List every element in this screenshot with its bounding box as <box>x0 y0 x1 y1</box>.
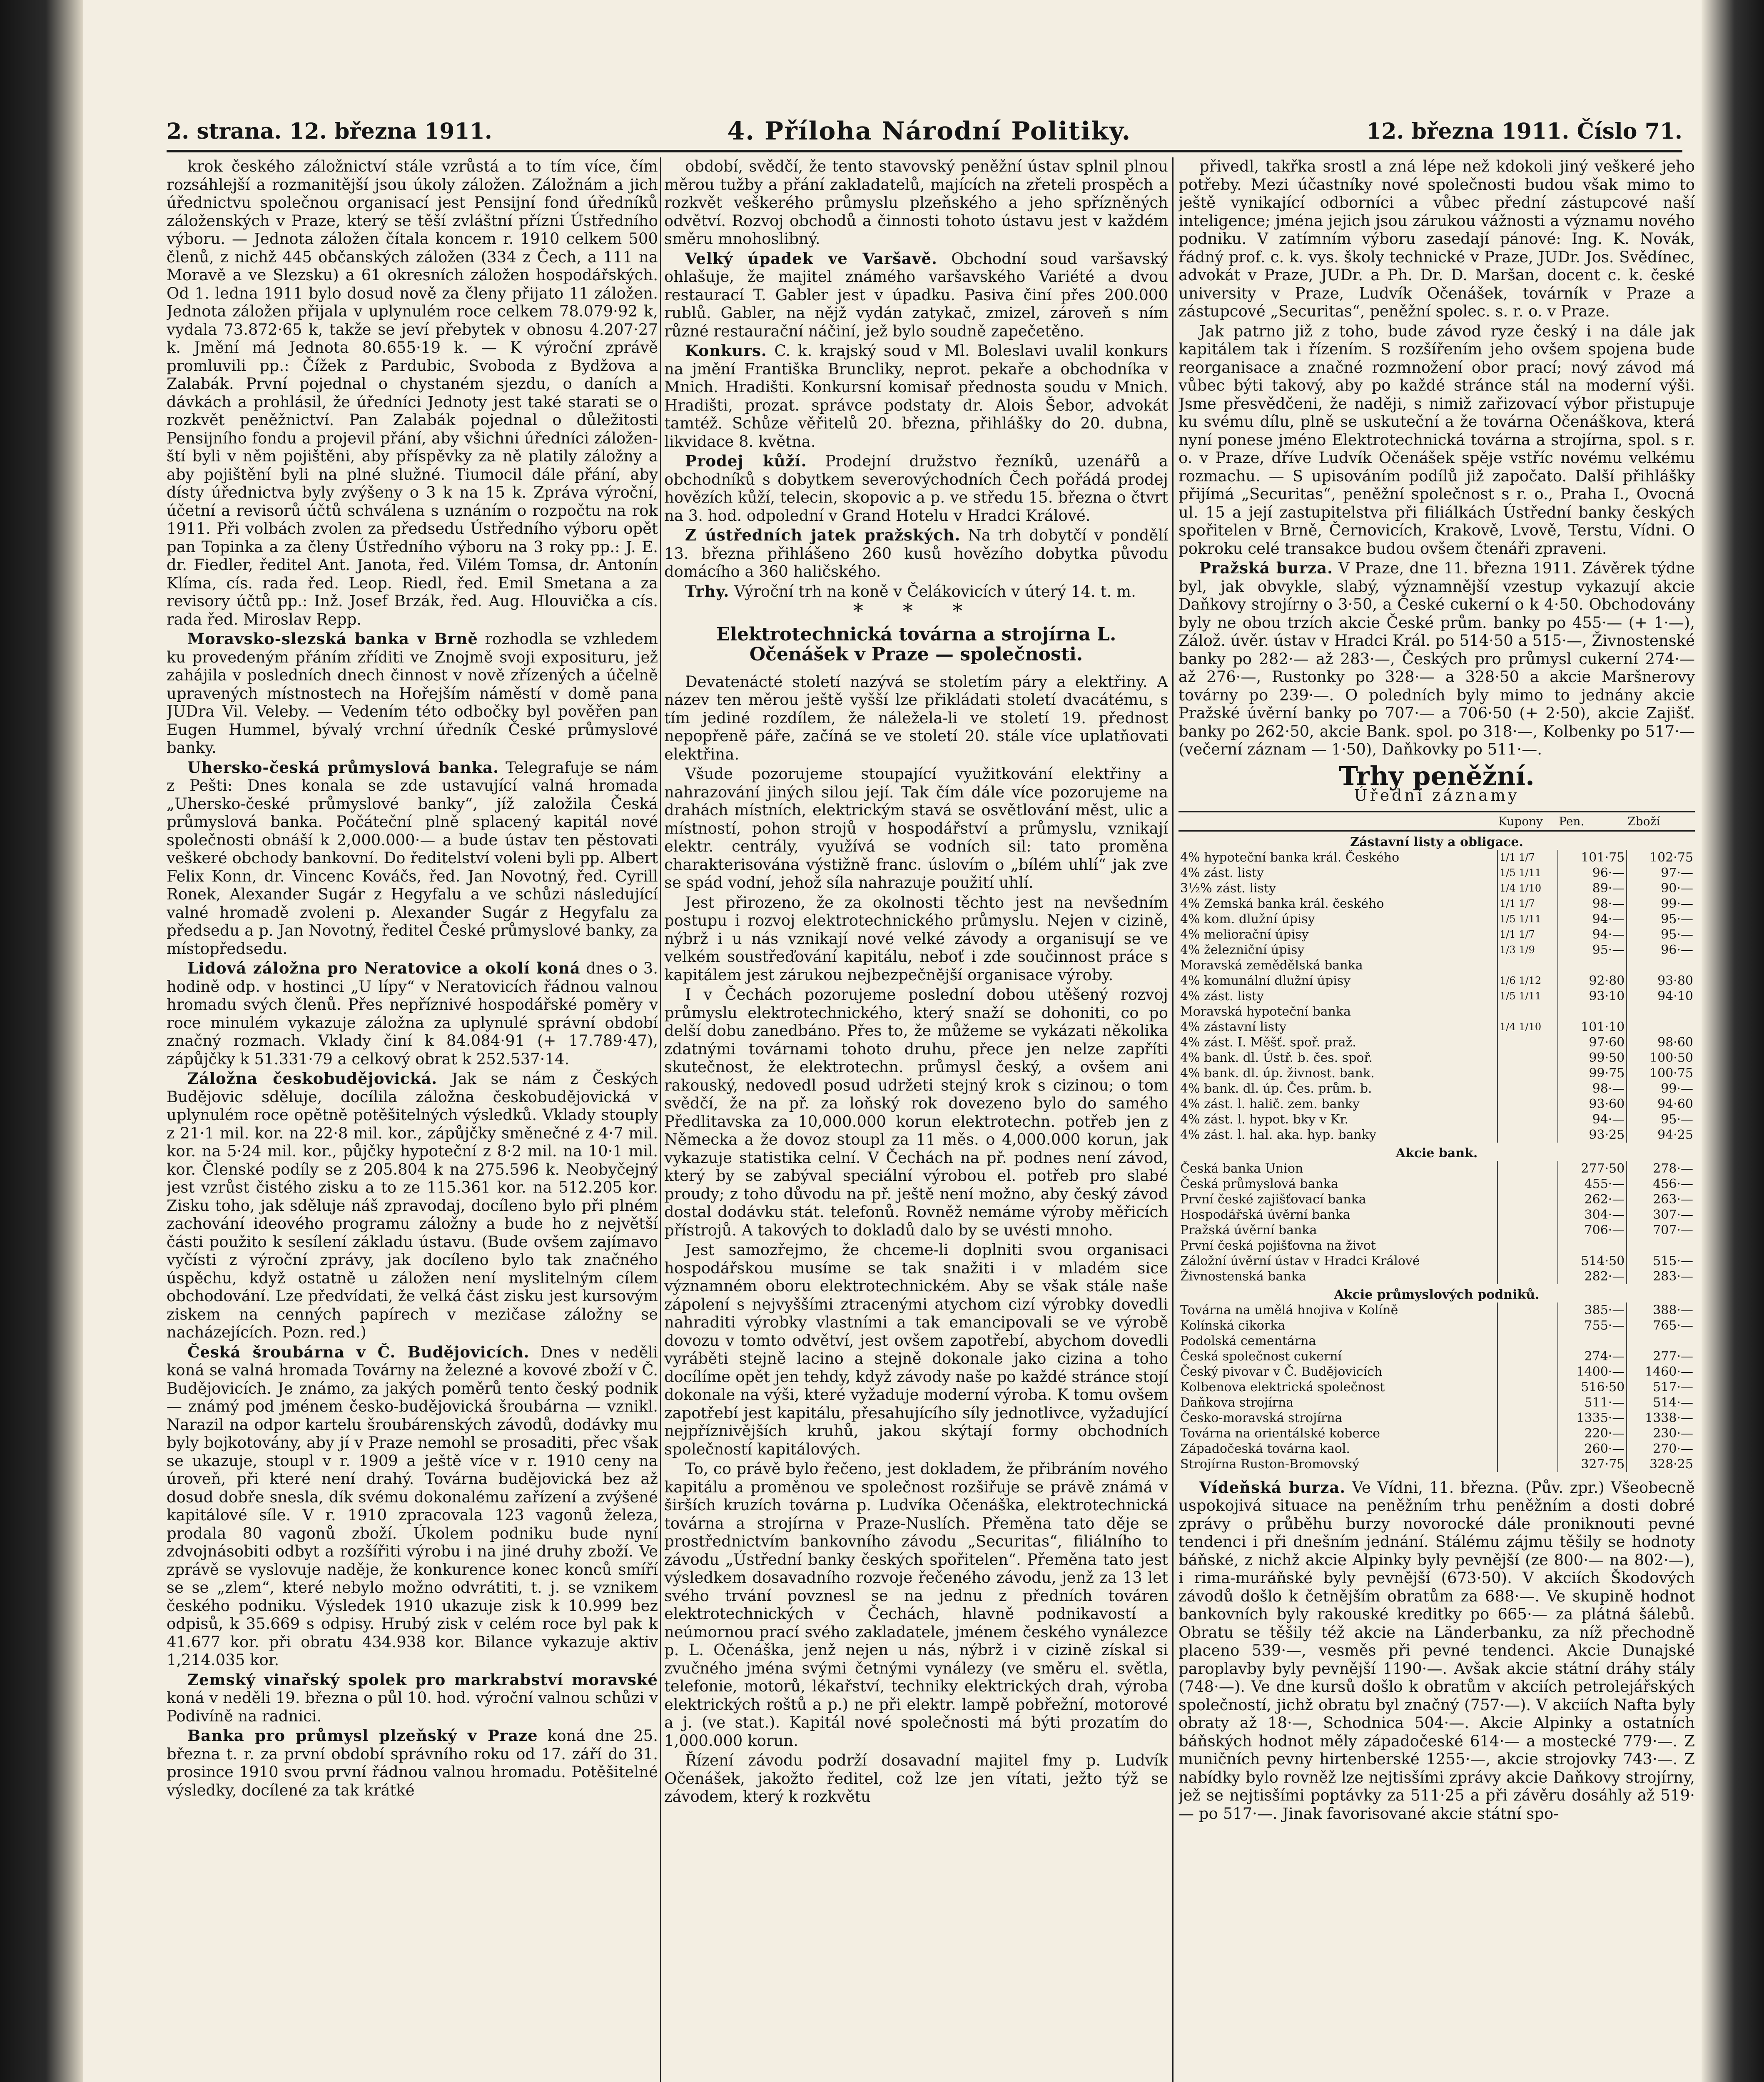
table-cell: 1/4 1/10 <box>1497 1019 1558 1035</box>
table-cell <box>1497 1441 1558 1457</box>
table-cell: 4% zást. listy <box>1180 865 1264 880</box>
table-cell: 93·80 <box>1627 973 1695 989</box>
article-paragraph <box>167 157 658 628</box>
table-row <box>1178 1426 1695 1441</box>
table-row <box>1178 989 1695 1004</box>
article-text: Jest samozřejmo, že chceme-li doplniti svou organisaci hospodářskou musíme se tak snažiti i v mladém sice významném oboru elektrotechnickém. Aby se však stále naše zápolení s nejvyššími ztracenými atychom cizí výrobky dovedli nahraditi výrobky vlastními a tak emancipovali se ve výrobě dovozu v tomto odvětví, jest ovšem zapotřebí, abychom dovedli vyráběti stejně lacino a stejně dokonale jako cizina a toho docílíme opět jen tehdy, když závody naše po každé stránce stojí dokonale na výši, které vyžaduje moderní výroba. K tomu ovšem zapotřebí jest kapitálu, přesahujícího síly jednotlivce, vyžadující nejpříznivějších kruhů, jakou skýtají formy obchodních společností kapitálových. <box>664 1241 1168 1458</box>
table-cell: Český pivovar v Č. Budějovicích <box>1180 1364 1383 1379</box>
table-cell: Podolská cementárna <box>1180 1333 1316 1348</box>
column-rule <box>660 157 661 2082</box>
table-row <box>1178 1127 1695 1143</box>
article-headline: Trhy. <box>685 582 730 600</box>
article-headline: Zemský vinařský spolek pro markrabství moravské <box>187 1670 658 1689</box>
table-cell: První české zajišťovací banka <box>1180 1192 1366 1207</box>
table-group-title: Zástavní listy a obligace. <box>1350 834 1523 849</box>
table-cell: Strojírna Ruston-Bromovský <box>1180 1457 1360 1472</box>
table-group-title: Akcie bank. <box>1395 1146 1478 1161</box>
table-cell: 93·60 <box>1558 1096 1627 1112</box>
table-cell: 93·25 <box>1558 1127 1627 1143</box>
table-cell: 4% zást. l. halič. zem. banky <box>1180 1096 1360 1111</box>
table-cell: 455·— <box>1558 1176 1627 1192</box>
table-cell: 755·— <box>1558 1318 1627 1333</box>
table-cell <box>1497 1050 1558 1066</box>
table-cell <box>1497 1223 1558 1238</box>
table-cell: 4% Zemská banka král. českého <box>1180 896 1384 911</box>
table-cell: Pražská úvěrní banka <box>1180 1223 1317 1238</box>
table-cell <box>1627 1019 1695 1035</box>
article-paragraph <box>1178 559 1695 759</box>
article-headline: Záložna českobudějovická. <box>187 1069 438 1088</box>
article-paragraph <box>664 894 1168 984</box>
article-paragraph <box>664 673 1168 764</box>
table-cell <box>1497 1035 1558 1050</box>
article-text: Všude pozorujeme stoupající využitkování elektřiny a nahrazování jiných silou její. Tak čím dále více pozorujeme na drahách místních, elektrickým stavá se osvětlování měst, ulic a místností, pohon strojů v hospodářství a průmyslu, vznikají elektr. centrály, využívá se vodních sil: tato proměna charakterisována výstižně franc. úslovím o „bílém uhlí“ jak zve se spád vodní, jehož síla nahrazuje použití uhlí. <box>664 765 1168 892</box>
table-row <box>1178 850 1695 865</box>
table-row <box>1178 896 1695 911</box>
table-cell: 263·— <box>1627 1192 1695 1207</box>
table-cell: 517·— <box>1627 1380 1695 1395</box>
table-cell: 1338·— <box>1627 1410 1695 1426</box>
table-row <box>1178 1176 1695 1192</box>
table-row <box>1178 1161 1695 1176</box>
rates-table-title: Trhy peněžní. <box>1339 760 1535 791</box>
article-text: koná v neděli 19. března o půl 10. hod. výroční valnou schůzi v Podivíně na radnici. <box>167 1689 658 1725</box>
table-cell: 3½% zást. listy <box>1180 881 1276 896</box>
article-headline: Velký úpadek ve Varšavě. <box>685 249 937 268</box>
article-text: V Praze, dne 11. března 1911. Závěrek týdne byl, jak obvykle, slabý, významnější vzestup vykazují akcie Daňkovy strojírny o 3·50, a České cukerní o k 4·50. Obchodovány byly ne obou trzích akcie České prům. banky po 455·— (+ 1·—), Zálož. úvěr. ústav v Hradci Král. po 514·50 a 515·—, Živnostenské banky po 282·— až 283·—, Českých pro průmysl cukerní 274·— až 276·—, Rustonky po 328·— a 328·50 a akcie Maršnerovy továrny po 239·—. O poledních byly mimo to jednány akcie Pražské úvěrní banky po 707·— a 706·50 (+ 2·50), akcie Zajišť. banky po 262·50, akcie Bank. spol. po 318·—, Kolbenky po 517·— (večerní záznam — 1·50), Daňkovky po 511·—. <box>1178 559 1695 758</box>
article-headline: Uhersko-česká průmyslová banka. <box>187 758 499 777</box>
table-cell: 283·— <box>1627 1269 1695 1284</box>
table-cell: 327·75 <box>1558 1457 1627 1472</box>
table-row <box>1178 1207 1695 1223</box>
article-text: Jak patrno již z toho, bude závod ryze český i na dále jak kapitálem tak i řízením. S rozšířením jeho ovšem spojena bude reorganisace a značné rozmnožení obor prací; nový závod má vůbec býti takový, aby po každé stránce stál na moderní výši. Jsme přesvědčeni, že naději, s nimiž zařizovací výbor přistupuje ku svému dílu, plně se uskuteční a že továrna Očenáškova, která nyní ponese jméno Elektrotechnická továrna a strojírna, spol. s r. o. v Praze, dříve Ludvík Očenášek spěje vstříc novému velkému rozmachu. — S upisováním podílů již započato. Další přihlášky přijímá „Securitas“, peněžní společnost s r. o., Praha I., Ovocná ul. 15 a její zastupitelstva při filiálkách Ústřední banky českých spořitelen v Brně, Černovicích, Krakově, Lvově, Terstu, Vídni. O pokroku celé transakce budou ovšem čtenáři zpraveni. <box>1178 322 1695 558</box>
table-cell <box>1497 1081 1558 1096</box>
header-title: 4. Příloha Národní Politiky. <box>727 117 1131 146</box>
table-cell: 4% zást. I. Měšť. spoř. praž. <box>1180 1035 1356 1050</box>
table-cell: 100·50 <box>1627 1050 1695 1066</box>
column-1 <box>167 157 658 2082</box>
table-cell: Česká banka Union <box>1180 1161 1303 1176</box>
table-cell: 90·— <box>1627 881 1695 896</box>
table-cell: 89·— <box>1558 881 1627 896</box>
table-cell: Česko-moravská strojírna <box>1180 1410 1343 1425</box>
table-cell: 95·— <box>1627 1112 1695 1127</box>
article-text: Prodejní družstvo řezníků, uzenářů a obchodníků s dobytkem severovýchodních Čech pořádá prodej hovězích kůží, telecin, skopovic a p. ve středu 15. března o čtvrt na 3. hod. odpolední v Grand Hotelu v Hradci Králové. <box>664 452 1168 525</box>
header-right-issue: 12. března 1911. Číslo 71. <box>1366 118 1682 144</box>
table-cell <box>1497 1096 1558 1112</box>
table-cell: 99·— <box>1627 896 1695 911</box>
table-row <box>1178 1441 1695 1457</box>
table-cell: 1/5 1/11 <box>1497 989 1558 1004</box>
table-row <box>1178 911 1695 927</box>
table-cell <box>1558 1333 1627 1349</box>
table-cell: Záložní úvěrní ústav v Hradci Králové <box>1180 1253 1420 1268</box>
table-row <box>1178 927 1695 942</box>
article-headline: Banka pro průmysl plzeňský v Praze <box>187 1726 538 1745</box>
table-header-cell: Kupony <box>1497 812 1558 831</box>
page-header <box>167 112 1682 152</box>
table-cell: 94·— <box>1558 911 1627 927</box>
article-paragraph <box>1178 157 1695 321</box>
column-rule <box>1172 157 1174 2082</box>
table-cell: 94·— <box>1558 1112 1627 1127</box>
table-cell: 99·50 <box>1558 1050 1627 1066</box>
table-row <box>1178 1253 1695 1269</box>
article-headline: Pražská burza. <box>1199 559 1333 577</box>
table-cell <box>1627 1238 1695 1253</box>
article-text: koná dne 25. března t. r. za první období správního roku od 17. září do 31. prosince 1910 svou první řádnou valnou hromadu. Potěšitelné výsledky, docílené za tak krátké <box>167 1727 658 1799</box>
table-row <box>1178 1004 1695 1019</box>
table-row <box>1178 865 1695 881</box>
table-row <box>1178 1410 1695 1426</box>
article-headline: Vídeňská burza. <box>1199 1478 1346 1497</box>
table-cell: 101·75 <box>1558 850 1627 865</box>
table-cell <box>1558 1004 1627 1019</box>
article-paragraph <box>167 1070 658 1342</box>
header-left-date: 2. strana. 12. března 1911. <box>167 118 492 144</box>
table-cell <box>1497 1457 1558 1472</box>
table-cell <box>1497 1253 1558 1269</box>
table-cell: Česká průmyslová banka <box>1180 1176 1338 1191</box>
article-text: C. k. krajský soud v Ml. Boleslavi uvalil konkurs na jmění Františka Bruncliky, neprot. pekaře a obchodníka v Mnich. Hradišti. Konkursní komisař přednosta soudu v Mnich. Hradišti, prozat. správce podstaty dr. Alois Šebor, advokát tamtéž. Schůze věřitelů 20. března, přihlášky do 20. dubna, likvidace 8. května. <box>664 342 1168 451</box>
table-row <box>1178 1112 1695 1127</box>
table-cell: 94·10 <box>1627 989 1695 1004</box>
article-paragraph <box>167 630 658 757</box>
table-row <box>1178 1096 1695 1112</box>
table-cell <box>1497 1207 1558 1223</box>
table-cell: 97·60 <box>1558 1035 1627 1050</box>
table-cell: Západočeská továrna kaol. <box>1180 1441 1350 1456</box>
table-cell: Kolínská cikorka <box>1180 1318 1286 1333</box>
table-row <box>1178 1081 1695 1096</box>
rates-table-subtitle: Úřední záznamy <box>1354 786 1520 804</box>
article-paragraph <box>664 765 1168 892</box>
table-cell: 99·— <box>1627 1081 1695 1096</box>
table-cell <box>1497 1112 1558 1127</box>
table-cell: 514·50 <box>1558 1253 1627 1269</box>
article-headline: Z ústředních jatek pražských. <box>685 526 961 544</box>
table-cell: 328·25 <box>1627 1457 1695 1472</box>
article-paragraph <box>664 342 1168 451</box>
table-cell: 4% kom. dlužní úpisy <box>1180 911 1315 926</box>
table-group-title: Akcie průmyslových podniků. <box>1334 1287 1540 1302</box>
table-cell: 95·— <box>1558 942 1627 958</box>
table-cell: 4% zást. l. hal. aka. hyp. banky <box>1180 1127 1376 1142</box>
table-cell <box>1497 1410 1558 1426</box>
table-cell: 4% bank. dl. úp. Čes. prům. b. <box>1180 1081 1372 1096</box>
table-cell: 1400·— <box>1558 1364 1627 1380</box>
table-cell <box>1558 1238 1627 1253</box>
article-text: dnes o 3. hodině odp. v hostinci „U lípy“ v Neratovicích řádnou valnou hromadu svých členů. Přes nepříznivé hospodářské poměry v roce minulém vykazuje záložna za uplynulé správní období značný rozmach. Vklady činí k 84.084·91 (+ 17.789·47), zápůjčky k 51.331·79 a celkový obrat k 252.537·14. <box>167 959 658 1068</box>
table-cell: 93·10 <box>1558 989 1627 1004</box>
table-row <box>1178 1066 1695 1081</box>
section-headline: Elektrotechnická továrna a strojírna L. Očenášek v Praze — společnosti. <box>716 623 1116 665</box>
table-cell: 1/1 1/7 <box>1497 927 1558 942</box>
table-cell: 277·50 <box>1558 1161 1627 1176</box>
table-cell: 220·— <box>1558 1426 1627 1441</box>
table-row <box>1178 973 1695 989</box>
column-3 <box>1178 157 1695 2082</box>
table-cell: 707·— <box>1627 1223 1695 1238</box>
article-paragraph <box>664 986 1168 1239</box>
table-row <box>1178 1457 1695 1472</box>
table-cell: 1/6 1/12 <box>1497 973 1558 989</box>
table-cell: Daňkova strojírna <box>1180 1395 1294 1410</box>
table-cell: 278·— <box>1627 1161 1695 1176</box>
table-cell: 95·— <box>1627 927 1695 942</box>
article-paragraph <box>167 759 658 958</box>
table-cell: Továrna na umělá hnojiva v Kolíně <box>1180 1302 1398 1317</box>
table-cell: 516·50 <box>1558 1380 1627 1395</box>
table-cell <box>1497 1349 1558 1364</box>
table-cell: 94·25 <box>1627 1127 1695 1143</box>
table-cell: 765·— <box>1627 1318 1695 1333</box>
table-cell: 4% bank. dl. Ústř. b. čes. spoř. <box>1180 1050 1373 1065</box>
article-paragraph <box>167 1343 658 1669</box>
article-paragraph <box>664 452 1168 525</box>
table-cell: 270·— <box>1627 1441 1695 1457</box>
table-cell: 98·— <box>1558 1081 1627 1096</box>
article-paragraph <box>664 250 1168 341</box>
table-cell <box>1558 958 1627 973</box>
section-separator: * * * <box>853 599 979 623</box>
table-cell: 4% zást. l. hypot. bky v Kr. <box>1180 1112 1349 1127</box>
table-cell: Hospodářská úvěrní banka <box>1180 1207 1350 1222</box>
table-cell: 262·— <box>1558 1192 1627 1207</box>
table-cell: 94·60 <box>1627 1096 1695 1112</box>
table-cell: 4% hypoteční banka král. Českého <box>1180 850 1400 865</box>
table-cell: 282·— <box>1558 1269 1627 1284</box>
table-cell: 4% komunální dlužní úpisy <box>1180 973 1351 988</box>
article-text: přivedl, takřka srostl a zná lépe než kdokoli jiný veškeré jeho potřeby. Mezi účastníky nové společnosti budou však mimo to ještě vynikající odborníci a vůbec přední zástupcové naší inteligence; jména jejich jsou zárukou vážnosti a významu nového podniku. V zatímním výboru zasedají pánové: Ing. K. Novák, řádný prof. c. k. vys. školy technické v Praze, JUDr. Jos. Svědínec, advokát v Praze, JUDr. a Ph. Dr. D. Maršan, docent c. k. české university v Praze, Ludvík Očenášek, továrník v Praze a zástupcové „Securitas“, peněžní spolec. s. r. o. v Praze. <box>1178 157 1695 320</box>
table-cell: 1/5 1/11 <box>1497 865 1558 881</box>
table-cell <box>1497 1161 1558 1176</box>
article-text: To, co právě bylo řečeno, jest dokladem, že přibráním nového kapitálu a proměnou ve společnost rozšiřuje se právě známá v širších kruzích továrna p. Ludvíka Očenáška, elektrotechnická továrna a strojírna v Praze-Nuslích. Přeměna tato děje se prostřednictvím bankovního závodu „Securitas“, filiálního to závodu „Ústřední banky českých spořitelen“. Přeměna tato jest výsledkem dosavadního rozvoje řečeného závodu, jenž za 13 let svého trvání povznesl se na jednu z předních továren elektrotechnických v Čechách, hlavně podnikavostí a neúmornou prací svého zakladatele, jménem českého vynálezce p. L. Očenáška, jenž nejen u nás, nýbrž i v cizině získal si zvučného jména svými četnými vynálezy (ve směru el. světla, telefonie, motorů, lékařství, techniky elektrických drah, výroba elektrických roštů a p.) ne při elektr. lampě pobřežní, motorové a j. (ve stat.). Kapitál nové společnosti má býti prozatím do 1,000.000 korun. <box>664 1460 1168 1750</box>
table-cell <box>1497 1426 1558 1441</box>
table-cell: 260·— <box>1558 1441 1627 1457</box>
table-cell: 456·— <box>1627 1176 1695 1192</box>
table-cell: 96·— <box>1558 865 1627 881</box>
table-cell: 98·— <box>1558 896 1627 911</box>
table-cell: Živnostenská banka <box>1180 1269 1306 1284</box>
table-cell: 511·— <box>1558 1395 1627 1410</box>
table-cell: 277·— <box>1627 1349 1695 1364</box>
table-cell <box>1497 1269 1558 1284</box>
table-cell: 385·— <box>1558 1302 1627 1318</box>
table-cell: 98·60 <box>1627 1035 1695 1050</box>
table-row <box>1178 1349 1695 1364</box>
table-cell <box>1497 1127 1558 1143</box>
article-text: Devatenácté století nazývá se stoletím páry a elektřiny. A název ten měrou ještě vyšší lze přikládati století dvacátému, s tím jediné rozdílem, že náležela-li ve století 19. přednost nepopřeně páře, začíná se ve století 20. stále více uplatňovati elektřina. <box>664 672 1168 763</box>
table-cell <box>1497 1318 1558 1333</box>
table-cell <box>1497 1395 1558 1410</box>
table-header-cell: Zboží <box>1627 812 1695 831</box>
article-text: Výroční trh na koně v Čelákovicích v úterý 14. t. m. <box>734 582 1136 600</box>
table-header-row <box>1178 812 1695 831</box>
table-cell: 4% zást. listy <box>1180 989 1264 1004</box>
table-cell: 1460·— <box>1627 1364 1695 1380</box>
article-text: Na trh dobytčí v pondělí 13. března přihlášeno 260 kusů hovězího dobytka původu domácího a 360 haličského. <box>664 526 1168 580</box>
table-cell: 388·— <box>1627 1302 1695 1318</box>
table-cell: 96·— <box>1627 942 1695 958</box>
table-row <box>1178 1380 1695 1395</box>
article-paragraph <box>664 157 1168 248</box>
table-cell <box>1497 1066 1558 1081</box>
table-cell: 4% meliorační úpisy <box>1180 927 1309 942</box>
table-cell: 1335·— <box>1558 1410 1627 1426</box>
article-text: Řízení závodu podrží dosavadní majitel fmy p. Ludvík Očenášek, jakožto ředitel, což lze jen vítati, ježto týž se závodem, který k rozkvětu <box>664 1751 1168 1806</box>
table-cell <box>1627 1004 1695 1019</box>
table-cell <box>1497 958 1558 973</box>
table-cell: 1/1 1/7 <box>1497 896 1558 911</box>
article-headline: Moravsko-slezská banka v Brně <box>187 630 478 648</box>
table-cell: 92·80 <box>1558 973 1627 989</box>
article-paragraph <box>167 959 658 1068</box>
table-cell <box>1497 1176 1558 1192</box>
table-cell: 95·— <box>1627 911 1695 927</box>
table-cell <box>1497 1004 1558 1019</box>
table-cell: 4% zástavní listy <box>1180 1019 1287 1034</box>
table-cell: 4% bank. dl. úp. živnost. bank. <box>1180 1066 1375 1081</box>
article-headline: Prodej kůží. <box>685 452 807 470</box>
table-cell: 304·— <box>1558 1207 1627 1223</box>
table-cell: 4% železniční úpisy <box>1180 942 1305 957</box>
table-row <box>1178 1318 1695 1333</box>
table-cell <box>1627 1333 1695 1349</box>
table-row <box>1178 1302 1695 1318</box>
article-text: období, svědčí, že tento stavovský peněžní ústav splnil plnou měrou tužby a přání zakladatelů, majících na zřeteli prospěch a rozkvět veškerého průmyslu plzeňského a jeho spřízněných odvětví. Rozvoj obchodů a činnosti tohoto ústavu jest v každém směru mnohoslibný. <box>664 157 1168 248</box>
table-cell: Česká společnost cukerní <box>1180 1349 1342 1364</box>
table-row <box>1178 1269 1695 1284</box>
article-headline: Česká šroubárna v Č. Budějovicích. <box>187 1342 530 1361</box>
table-cell: 99·75 <box>1558 1066 1627 1081</box>
exchange-rates-table <box>1178 811 1695 1472</box>
table-cell: 706·— <box>1558 1223 1627 1238</box>
table-header-cell: Pen. <box>1558 812 1627 831</box>
article-text: krok českého záložnictví stále vzrůstá a to tím více, čím rozsáhlejší a rozmanitější jsou úkoly záložen. Záložnám a jich úřednictvu společnou organisací jest Pensijní fond úředníků záloženských v Praze, který se těší zvláštní přízni Ústředního výboru. — Jednota záložen čítala koncem r. 1910 celkem 500 členů, z nichž 445 občanských záložen (334 z Čech, a 111 na Moravě a ve Slezsku) a 61 okresních záložen hospodářských. Od 1. ledna 1911 bylo dosud nově za členy přijato 11 záložen. Jednota záložen přijala v uplynulém roce celkem 78.079·92 k, vydala 73.872·65 k, takže se jeví přebytek v obnosu 4.207·27 k. Jmění má Jednota 80.655·19 k. — K výroční zprávě promluvili pp.: Čížek z Pardubic, Svoboda z Bydžova a Zalabák. První pojednal o chystaném sjezdu, o daních a dávkách a prohlásil, že úředníci Jednoty jest také starati se o rozkvět peněžnictví. Pan Zalabák pojednal o důležitosti Pensijního fondu a projevil přání, aby všichni úředníci záloženští byli v něm pojištěni, aby příspěvky za ně platily záložny a aby pojištění byli na plné služné. Tiumocil dále přání, aby dísty úřednictva byly zvýšeny o 3 k na 15 k. Zpráva výroční, účetní a revisorů účtů schválena s uznáním o rozpočtu na rok 1911. Při volbách zvolen za předsedu Ústředního výboru opět pan Topinka a za členy Ústředního výboru na 3 roky pp.: J. E. dr. Fiedler, ředitel Ant. Janota, řed. Vilém Tomsa, dr. Antonín Klíma, cís. rada řed. Leop. Riedl, řed. Emil Smetana a za revisory účtů pp.: Inž. Josef Brzák, řed. Aug. Hlouvička a cís. rada řed. Miroslav Repp. <box>167 157 658 628</box>
table-group-row <box>1178 831 1695 850</box>
table-cell: 101·10 <box>1558 1019 1627 1035</box>
table-row <box>1178 881 1695 896</box>
article-paragraph <box>1178 322 1695 558</box>
article-text: Jest přirozeno, že za okolnosti těchto jest na nevšedním postupu i rozvoj elektrotechnického průmyslu. Nejen v cizině, nýbrž i u nás vznikají nové velké závody a organisují se ve velkém soustřeďování kapitálu, neboť i zde součinnost práce s kapitálem jest zárukou nejbezpečnější organisace výroby. <box>664 893 1168 984</box>
table-cell: 230·— <box>1627 1426 1695 1441</box>
article-paragraph <box>664 583 1168 601</box>
table-group-row <box>1178 1143 1695 1161</box>
table-row <box>1178 958 1695 973</box>
article-paragraph <box>664 1751 1168 1806</box>
table-cell: 1/3 1/9 <box>1497 942 1558 958</box>
table-cell <box>1497 1238 1558 1253</box>
table-cell: Moravská hypoteční banka <box>1180 1004 1351 1019</box>
table-cell: 1/4 1/10 <box>1497 881 1558 896</box>
table-cell: 94·— <box>1558 927 1627 942</box>
table-row <box>1178 1395 1695 1410</box>
table-cell: 100·75 <box>1627 1066 1695 1081</box>
article-paragraph <box>664 1460 1168 1750</box>
table-cell: 1/1 1/7 <box>1497 850 1558 865</box>
article-paragraph <box>167 1727 658 1799</box>
article-text: rozhodla se vzhledem ku provedeným přáním zříditi ve Znojmě svoji exposituru, jež zahájila v posledních dnech činnost v nově zřízených a účelně upravených místnostech na Hořejším náměstí v domě pana JUDra Vil. Veleby. — Vedením této odbočky byl pověřen pan Eugen Hummel, bývalý vrchní úředník České průmyslové banky. <box>167 630 658 757</box>
article-headline: Konkurs. <box>685 341 767 360</box>
table-row <box>1178 1364 1695 1380</box>
table-row <box>1178 1238 1695 1253</box>
table-cell <box>1497 1302 1558 1318</box>
table-cell <box>1497 1364 1558 1380</box>
table-cell: 307·— <box>1627 1207 1695 1223</box>
table-cell <box>1627 958 1695 973</box>
table-cell: První česká pojišťovna na život <box>1180 1238 1376 1253</box>
table-cell: Továrna na orientálské koberce <box>1180 1426 1380 1441</box>
table-cell: 515·— <box>1627 1253 1695 1269</box>
table-cell <box>1497 1192 1558 1207</box>
table-cell: Kolbenova elektrická společnost <box>1180 1380 1385 1395</box>
table-row <box>1178 1223 1695 1238</box>
table-cell: 274·— <box>1558 1349 1627 1364</box>
table-cell: 97·— <box>1627 865 1695 881</box>
table-cell: Moravská zemědělská banka <box>1180 958 1363 973</box>
article-text: Telegrafuje se nám z Pešti: Dnes konala se zde ustavující valná hromada „Uhersko-české průmyslové banky“, jíž založila Česká průmyslová banka. Počáteční plně splacený kapitál nové společnosti obnáší k 2,000.000·— a bude ústav ten pěstovati veškeré obchody bankovní. Do ředitelství voleni byli pp. Albert Felix Konn, dr. Vincenc Kováčs, řed. Jan Novotný, řed. Cyrill Ronek, Alexander Sugár z Hegyfalu a ve schůzi následující valné hromadě zvoleni p. Alexander Sugár z Hegyfalu za předsedu a p. Jan Novotný, ředitel České průmyslové banky, za místopředsedu. <box>167 758 658 958</box>
article-headline: Lidová záložna pro Neratovice a okolí koná <box>187 959 581 977</box>
table-cell: 102·75 <box>1627 850 1695 865</box>
article-text: Obchodní soud varšavský ohlašuje, že majitel známého varšavského Variété a dvou restaurací T. Gabler jest v úpadku. Pasiva činí přes 200.000 rublů. Gabler, na nějž vydán zatykač, zmizel, zároveň s ním různé restaurační náčiní, jež bylo soudně zapečetěno. <box>664 249 1168 340</box>
article-text: Dnes v neděli koná se valná hromada Továrny na železné a kovové zboží v Č. Budějovicích. Je známo, za jakých poměrů tento český podnik — známý pod jménem česko-budějovická šroubárna — vznikl. Narazil na odpor kartelu šroubárenských závodů, dodávky mu byly bojkotovány, aby jí v Praze nemohl se prosaditi, přec však se ukazuje, stoupl v r. 1909 a ještě více v r. 1910 ceny na úroveň, při které není drahý. Továrna budějovická bez až dosud dobře snesla, dík svému dokonalému zařízení a zvýšené kapitálové síle. V r. 1910 zpracovala 123 vagonů železa, prodala 80 vagonů zboží. Úkolem podniku bude nyní zdvojnásobiti odbyt a rozšířiti výrobu i na jiné druhy zboží. Ve zprávě se vyslovuje naděje, že konkurence konec konců smíří se se „zlem“, které nebylo možno odvrátiti, t. j. se vznikem českého podniku. Výsledek 1910 ukazuje zisk k 10.999 bez odpisů, k 35.669 s odpisy. Hrubý zisk v celém roce byl pak k 41.677 kor. při obratu 434.938 kor. Bilance vykazuje aktiv 1,214.035 kor. <box>167 1343 658 1669</box>
table-cell <box>1497 1333 1558 1349</box>
table-header-cell <box>1178 812 1497 831</box>
article-text: Jak se nám z Českých Budějovic sděluje, docílila záložna českobudějovická v uplynulém roce opětně potěšitelných výsledků. Vklady stouply z 21·1 mil. kor. na 22·8 mil. kor., zápůjčky směnečné z 4·7 mil. kor. na 5·24 mil. kor., půjčky hypoteční z 8·2 mil. na 10·1 mil. kor. Členské podíly se z 205.804 k na 275.596 k. Neobyčejný jest vzrůst čistého zisku a to ze 115.361 kor. na 512.205 kor. Zisku toho, jak sděluje náš zpravodaj, docíleno bylo při plném zachování ideového programu záložny a bude ho z největší části použito k sesílení základu ústavu. (Bude ovšem zajímavo vyčísti z výroční zprávy, jak docíleno bylo tak značného úspěchu, když ostatně u záložen není myslitelným cílem obchodování. Lze předvídati, že velká část zisku jest kursovým ziskem na cenných papírech v mezičase záložny se nacházejících. Pozn. red.) <box>167 1070 658 1341</box>
table-row <box>1178 1050 1695 1066</box>
article-paragraph <box>167 1671 658 1726</box>
table-row <box>1178 1333 1695 1349</box>
article-text: Ve Vídni, 11. března. (Pův. zpr.) Všeobecně uspokojivá situace na peněžním trhu peněžním a dosti dobré zprávy o průběhu burzy novorocké dále proniknouti pevné tendenci i při dnešním jednání. Stálému zájmu těšily se hodnoty báňské, z nichž akcie Alpinky byly pevnější (ze 800·— na 802·—), i rima-muráňské byly pevnější (673·50). V akciích Škodových závodů došlo k četnějším obratům za 688·—. Ve skupině hodnot bankovních byly rakouské kreditky po 665·— za plátná šálebů. Obratu se těšily též akcie na Länderbanku, za níž přechodně placeno 539·—, vesměs při pevné tendenci. Akcie Dunajské paroplavby byly pevnější 1190·—. Avšak akcie státní dráhy stály (748·—). Ve dne kursů došlo k obratům v akciích petrolejářských společností, jichž obratu byl značný (757·—). V akciích Nafta byly obraty až 18·—, Schodnica 504·—. Akcie Alpinky a ostatních báňských hodnot měly západočeské 614·— a mostecké 779·—. Z muničních pevny hirtenberské 1255·—, akcie strojovky 743·—. Z nabídky bylo rovněž lze nejtisšími zprávy akcie Daňkovy strojírny, jež se nejtisšími poptávky za 511·25 a při závěru dosáhly až 519·— po 517·—. Jinak favorisované akcie státní spo- <box>1178 1478 1695 1823</box>
column-2 <box>664 157 1168 2082</box>
table-row <box>1178 1035 1695 1050</box>
table-cell: 1/5 1/11 <box>1497 911 1558 927</box>
article-paragraph <box>664 1241 1168 1458</box>
table-group-row <box>1178 1284 1695 1302</box>
table-row <box>1178 1192 1695 1207</box>
article-paragraph <box>664 526 1168 581</box>
table-cell <box>1497 1380 1558 1395</box>
table-cell: 514·— <box>1627 1395 1695 1410</box>
article-text: I v Čechách pozorujeme poslední dobou utěšený rozvoj průmyslu elektrotechnického, který snaží se dohoniti, co po delší dobu zanedbáno. Přes to, že můžeme se vykázati několika zdatnými továrnami tohoto druhu, přece jen nelze zapříti skutečnost, že elektrotechn. průmysl český, a ovšem ani rakouský, nedovedl posud udržeti stejný krok s cizinou; o tom svědčí, že na př. za loňský rok dovezeno bylo do samého Předlitavska za 10,000.000 korun elektrotechn. potřeb jen z Německa a že dovoz stoupl za 11 měs. o 4,000.000 korun, jak vykazuje statistika celní. V Čechách na př. podnes není závod, který by se zabýval speciální výrobou el. potřeb pro slabé proudy; z toho důvodu na př. ještě není možno, aby český závod dostal dodávku stát. telefonů. Rovněž nemáme výroby měřicích přístrojů. A takových to dokladů dalo by se uvésti mnoho. <box>664 986 1168 1239</box>
table-row <box>1178 1019 1695 1035</box>
table-row <box>1178 942 1695 958</box>
